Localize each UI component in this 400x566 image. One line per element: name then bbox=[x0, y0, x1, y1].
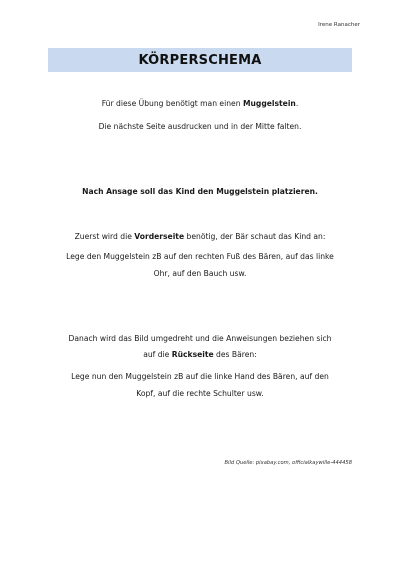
intro-line-1 bbox=[0, 98, 400, 109]
front-text: Zuerst wird die bbox=[74, 232, 135, 241]
back-intro-line-2 bbox=[0, 349, 400, 360]
instruction-text: Nach Ansage soll das Kind den Muggelstein platzieren. bbox=[82, 187, 318, 196]
back-bold-term: Rückseite bbox=[171, 350, 214, 359]
front-bold-term: Vorderseite bbox=[134, 232, 185, 241]
image-credit: Bild Quelle: pixabay.com, officialkaywille-444458 bbox=[224, 460, 352, 466]
title-banner bbox=[48, 48, 352, 72]
back-example-line-2: Kopf, auf die rechte Schulter usw. bbox=[136, 389, 264, 398]
intro-line-2: Die nächste Seite ausdrucken und in der Mitte falten. bbox=[98, 122, 302, 131]
front-example-line-1: Lege den Muggelstein zB auf den rechten Fuß des Bären, auf das linke bbox=[66, 252, 334, 261]
back-text: auf die bbox=[143, 350, 172, 359]
intro-punct: . bbox=[295, 99, 299, 108]
intro-bold-term: Muggelstein bbox=[242, 99, 296, 108]
instruction-line bbox=[0, 186, 400, 197]
front-example-line-2: Ohr, auf den Bauch usw. bbox=[153, 269, 247, 278]
author-name: Irene Ranacher bbox=[318, 22, 360, 28]
front-intro-line bbox=[0, 231, 400, 242]
page-title: KÖRPERSCHEMA bbox=[138, 52, 262, 68]
intro-text: Für diese Übung benötigt man einen bbox=[101, 99, 243, 108]
back-text-post: des Bären: bbox=[213, 350, 257, 359]
front-text-post: benötig, der Bär schaut das Kind an: bbox=[184, 232, 326, 241]
back-example-line-1: Lege nun den Muggelstein zB auf die linke Hand des Bären, auf den bbox=[71, 372, 329, 381]
back-intro-line-1: Danach wird das Bild umgedreht und die Anweisungen beziehen sich bbox=[68, 334, 332, 343]
